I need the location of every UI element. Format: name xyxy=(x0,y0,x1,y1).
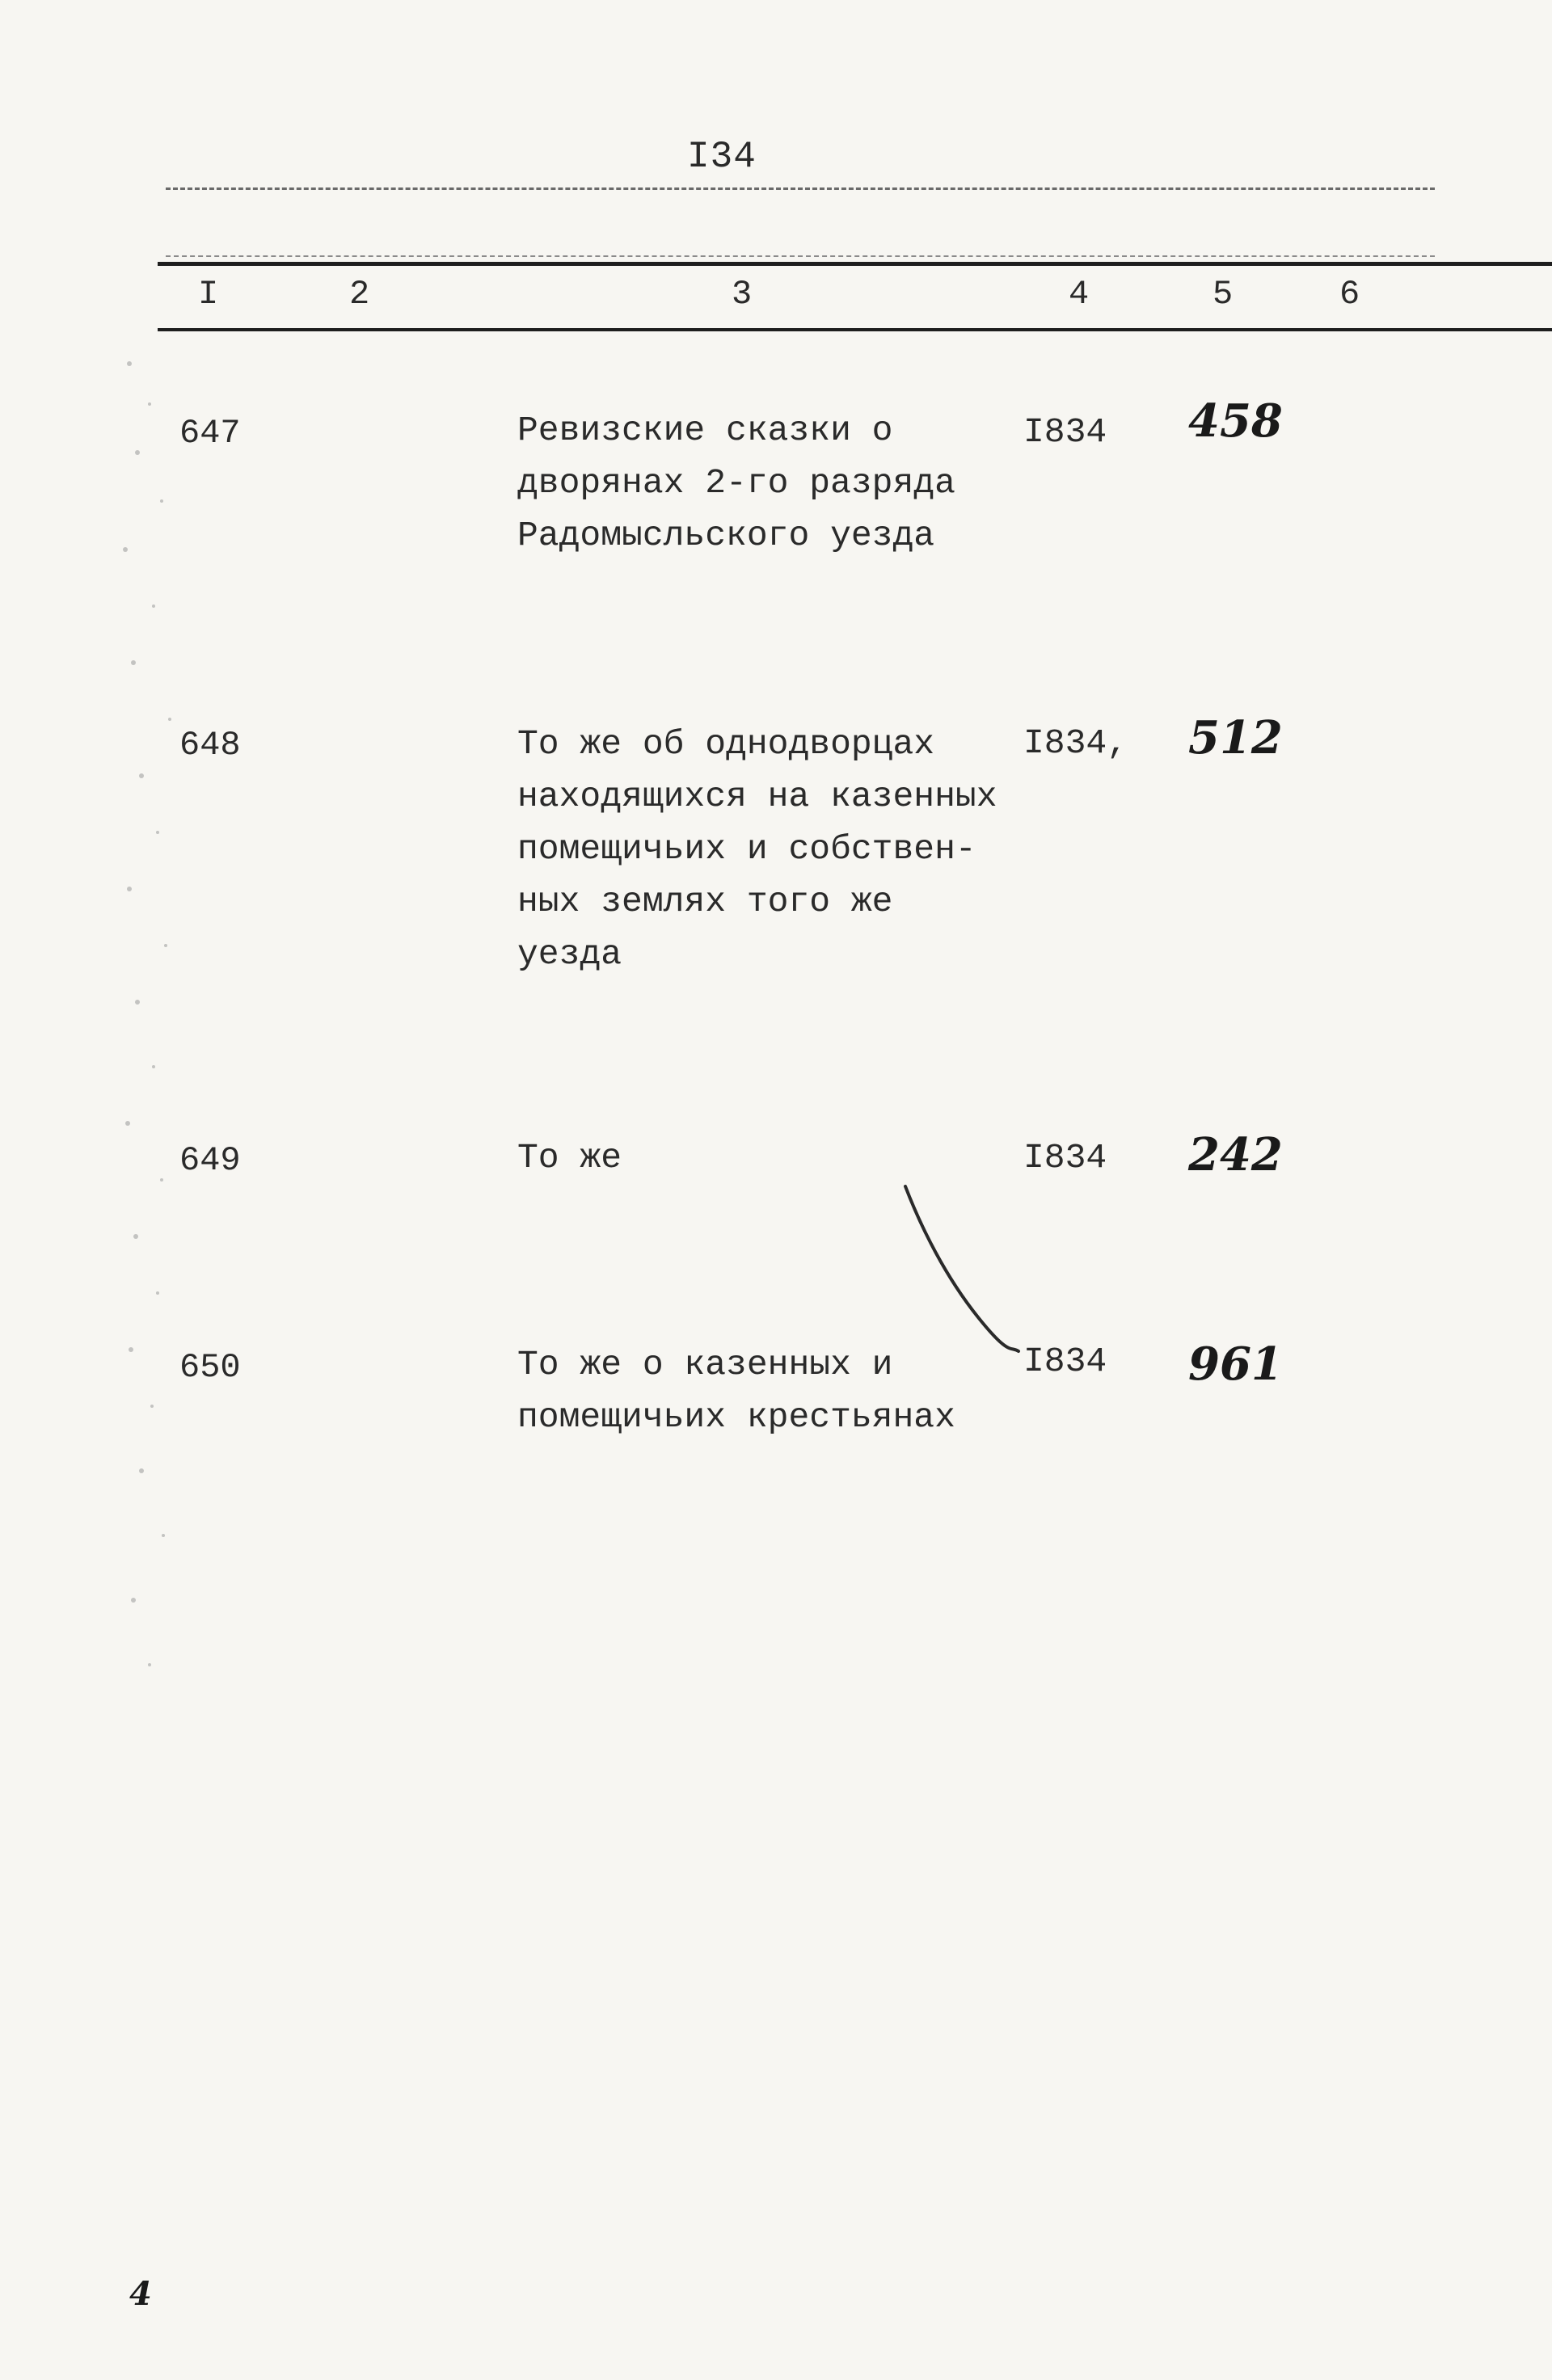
second-dashed-rule xyxy=(166,255,1435,257)
row-description: То же xyxy=(517,1138,622,1177)
corner-mark: 4 xyxy=(129,2275,152,2313)
table-header-bottom-rule xyxy=(158,328,1552,331)
row-year: I834, xyxy=(1023,723,1128,763)
row-number: 649 xyxy=(179,1141,241,1180)
row-number: 647 xyxy=(179,414,241,453)
margin-speckle-texture xyxy=(113,339,202,1729)
row-description: То же об однодворцах находящихся на казенных помещичьих и собствен- ных землях того же уезда xyxy=(517,724,997,974)
pen-stroke-mark xyxy=(897,1180,1027,1358)
row-year: I834 xyxy=(1023,412,1107,452)
row-number: 648 xyxy=(179,726,241,765)
column-header-5: 5 xyxy=(1212,275,1234,314)
table-header-top-rule xyxy=(158,262,1552,266)
column-header-3: 3 xyxy=(732,275,753,314)
top-dashed-rule xyxy=(166,187,1435,190)
column-header-4: 4 xyxy=(1069,275,1090,314)
row-sheet-count: 458 xyxy=(1188,394,1283,448)
page-number: I34 xyxy=(687,136,757,178)
row-year: I834 xyxy=(1023,1138,1107,1177)
column-header-2: 2 xyxy=(349,275,370,314)
column-header-6: 6 xyxy=(1339,275,1360,314)
column-header-1: I xyxy=(198,275,219,314)
row-number: 650 xyxy=(179,1348,241,1387)
row-description: Ревизские сказки о дворянах 2-го разряда Радомысльского уезда xyxy=(517,411,955,555)
row-sheet-count: 512 xyxy=(1188,711,1283,765)
row-sheet-count: 242 xyxy=(1188,1128,1283,1182)
row-description: То же о казенных и помещичьих крестьянах xyxy=(517,1345,955,1437)
row-sheet-count: 961 xyxy=(1188,1337,1283,1391)
row-year: I834 xyxy=(1023,1342,1107,1381)
